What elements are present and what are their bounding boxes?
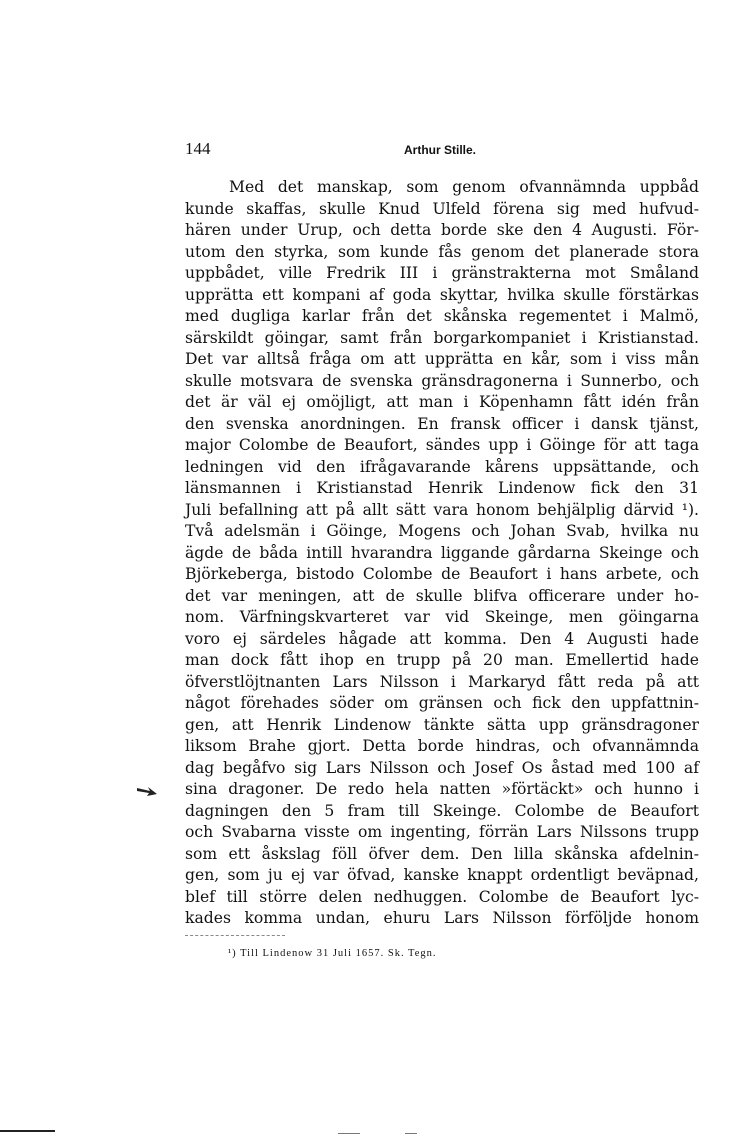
text-line: ledningen vid den ifrågavarande kårens uppsättande, och — [185, 457, 699, 476]
text-line: upprätta ett kompani af goda skyttar, hvilka skulle förstärkas — [185, 285, 699, 304]
text-line: gen, att Henrik Lindenow tänkte sätta upp gränsdragoner — [185, 715, 699, 734]
text-line: man dock fått ihop en trupp på 20 man. Emellertid hade — [185, 651, 699, 669]
text-line: det var meningen, att de skulle blifva officerare under ho- — [185, 586, 699, 605]
text-line: nom. Värfningskvarteret var vid Skeinge, men göingarna — [185, 608, 699, 626]
text-line: kunde skaffas, skulle Knud Ulfeld förena sig med hufvud- — [185, 199, 699, 218]
bottom-mark — [405, 1133, 417, 1134]
bottom-mark — [338, 1133, 360, 1134]
footnote: ¹) Till Lindenow 31 Juli 1657. Sk. Tegn. — [228, 948, 437, 959]
text-line: blef till större delen nedhuggen. Colombe de Beaufort lyc- — [185, 887, 699, 906]
running-head: Arthur Stille. — [404, 143, 477, 157]
text-line: den svenska anordningen. En fransk officer i dansk tjänst, — [185, 414, 699, 433]
text-line: major Colombe de Beaufort, sändes upp i Göinge för att taga — [185, 436, 699, 454]
text-line: skulle motsvara de svenska gränsdragonerna i Sunnerbo, och — [185, 371, 699, 390]
text-line: Juli befallning att på allt sätt vara honom behjälplig därvid ¹). — [185, 500, 699, 519]
text-line: som ett åskslag föll öfver dem. Den lilla skånska afdelnin- — [185, 844, 699, 863]
text-line: liksom Brahe gjort. Detta borde hindras, och ofvannämnda — [185, 737, 699, 755]
text-line: utom den styrka, som kunde fås genom det planerade stora — [185, 242, 699, 261]
text-line: Två adelsmän i Göinge, Mogens och Johan Svab, hvilka nu — [185, 522, 699, 540]
text-line: Det var alltså fråga om att upprätta en kår, som i viss mån — [185, 350, 699, 368]
page-number: 144 — [185, 139, 211, 158]
text-line: gen, som ju ej var öfvad, kanske knappt ordentligt beväpnad, — [185, 866, 699, 884]
text-line: särskildt göingar, samt från borgarkompaniet i Kristianstad. — [185, 328, 699, 347]
text-line: kades komma undan, ehuru Lars Nilsson förföljde honom — [185, 909, 699, 927]
body-text — [185, 177, 699, 930]
text-line: sina dragoner. De redo hela natten »förtäckt» och hunno i — [185, 780, 699, 798]
text-line: med dugliga karlar från det skånska regementet i Malmö, — [185, 307, 699, 325]
edge-rule — [0, 1130, 55, 1132]
arrow-mark-icon — [136, 785, 158, 799]
text-line: och Svabarna visste om ingenting, förrän Lars Nilssons trupp — [185, 823, 699, 841]
text-line: hären under Urup, och detta borde ske den 4 Augusti. För- — [185, 221, 699, 239]
text-line: dagningen den 5 fram till Skeinge. Colombe de Beaufort — [185, 801, 699, 820]
text-line: Björkeberga, bistodo Colombe de Beaufort i hans arbete, och — [185, 565, 699, 583]
text-line: uppbådet, ville Fredrik III i gränstrakterna mot Småland — [185, 264, 699, 282]
text-line: det är väl ej omöjligt, att man i Köpenhamn fått idén från — [185, 393, 699, 411]
text-line: ägde de båda intill hvarandra liggande gårdarna Skeinge och — [185, 543, 699, 562]
text-line: dag begåfvo sig Lars Nilsson och Josef Os åstad med 100 af — [185, 758, 699, 777]
text-line: voro ej särdeles hågade att komma. Den 4 Augusti hade — [185, 629, 699, 648]
text-line: Med det manskap, som genom ofvannämnda uppbåd — [229, 178, 699, 196]
text-line: öfverstlöjtnanten Lars Nilsson i Markaryd fått reda på att — [185, 672, 699, 691]
text-line: något förehades söder om gränsen och fick den uppfattnin- — [185, 694, 699, 712]
footnote-rule — [185, 935, 285, 936]
text-line: länsmannen i Kristianstad Henrik Lindenow fick den 31 — [185, 479, 699, 497]
